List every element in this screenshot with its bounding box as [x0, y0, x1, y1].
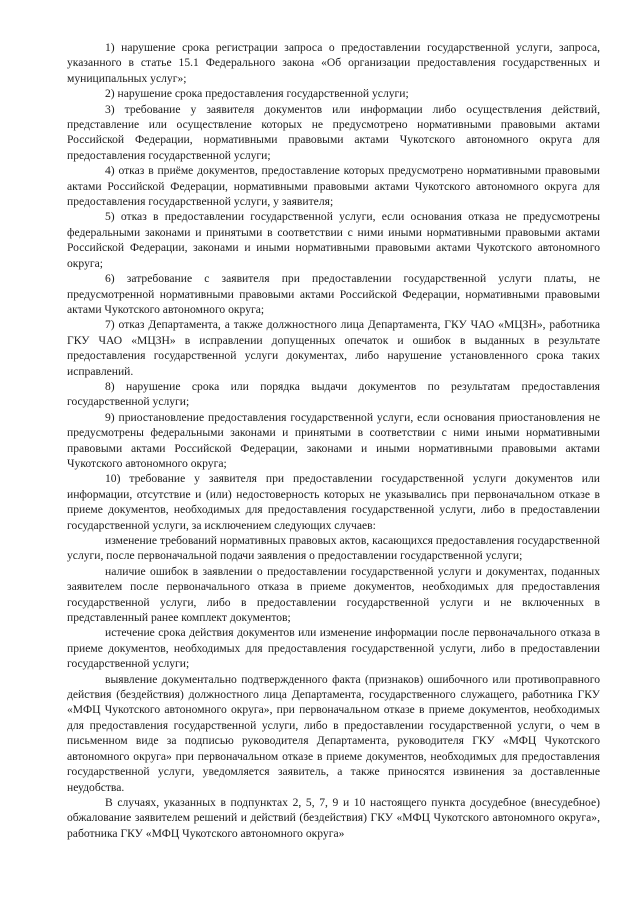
- paragraph-exception-expiry: истечение срока действия документов или изменение информации после первоначального отказа в приеме документов, необходимых для предоставления государственной услуги, либо в предоставлении государственной услуги;: [67, 626, 600, 671]
- paragraph-item-9: 9) приостановление предоставления государственной услуги, если основания приостановления не предусмотрены федеральными законами и принятыми в соответствии с ними иными нормативными правовыми актами Российской Федерации, законами и иными нормативными правовыми актами Чукотского автономного округа;: [67, 410, 600, 470]
- paragraph-item-4: 4) отказ в приёме документов, предоставление которых предусмотрено нормативными правовыми актами Российской Федерации, нормативными правовыми актами Чукотского автономного округа для предоставления государственной услуги, у заявителя;: [67, 164, 600, 209]
- paragraph-item-6: 6) затребование с заявителя при предоставлении государственной услуги платы, не предусмотренной нормативными правовыми актами Российской Федерации, нормативными правовыми актами Чукотского автономного округа;: [67, 272, 600, 316]
- paragraph-exception-misconduct: выявление документально подтвержденного факта (признаков) ошибочного или противоправного действия (бездействия) должностного лица Департамента, государственного служащего, работника ГКУ «МФЦ Чукотского автономного округа», при первоначальном отказе в приеме документов, необходимых для предоставления государственной услуги, либо в предоставлении государственной услуги, о чем в письменном виде за подписью руководителя Департамента, руководителя ГКУ «МФЦ Чукотского автономного округа» при первоначальном отказе в приеме документов, необходимых для предоставления государственной услуги, уведомляется заявитель, а также приносятся извинения за доставленные неудобства.: [67, 672, 600, 794]
- paragraph-item-5: 5) отказ в предоставлении государственной услуги, если основания отказа не предусмотрены федеральными законами и принятыми в соответствии с ними иными нормативными правовыми актами Российской Федерации, законами и иными нормативными правовыми актами Чукотского автономного округа;: [67, 210, 600, 270]
- paragraph-item-10: 10) требование у заявителя при предоставлении государственной услуги документов или информации, отсутствие и (или) недостоверность которых не указывались при первоначальном отказе в приеме документов, необходимых для предоставления государственной услуги, либо в предоставлении государственной услуги, за исключением следующих случаев:: [67, 472, 600, 532]
- paragraph-item-3: 3) требование у заявителя документов или информации либо осуществления действий, представление или осуществление которых не предусмотрено нормативными правовыми актами Российской Федерации, нормативными правовыми актами Чукотского автономного округа для предоставления государственной услуги;: [67, 102, 600, 162]
- paragraph-item-7: 7) отказ Департамента, а также должностного лица Департамента, ГКУ ЧАО «МЦЗН», работника ГКУ ЧАО «МЦЗН» в исправлении допущенных опечаток и ошибок в выданных в результате предоставления государственной услуги документах, либо нарушение установленного срока таких исправлений.: [67, 318, 600, 378]
- paragraph-appeal-cases: В случаях, указанных в подпунктах 2, 5, 7, 9 и 10 настоящего пункта досудебное (внесудебное) обжалование заявителем решений и действий (бездействия) ГКУ «МФЦ Чукотского автономного округа», работника ГКУ «МФЦ Чукотского автономного округа»: [67, 795, 600, 840]
- paragraph-item-2: 2) нарушение срока предоставления государственной услуги;: [105, 87, 409, 101]
- paragraph-item-8: 8) нарушение срока или порядка выдачи документов по результатам предоставления государственной услуги;: [67, 379, 600, 409]
- paragraph-item-1: 1) нарушение срока регистрации запроса о предоставлении государственной услуги, запроса, указанного в статье 15.1 Федерального закона «Об организации предоставления государственных и муниципальных услуг»;: [67, 41, 600, 85]
- paragraph-exception-errors: наличие ошибок в заявлении о предоставлении государственной услуги и документах, поданных заявителем после первоначального отказа в приеме документов, необходимых для предоставления государственной услуги, либо в предоставлении государственной услуги и не включенных в представленный ранее комплект документов;: [67, 564, 600, 625]
- paragraph-exception-requirements: изменение требований нормативных правовых актов, касающихся предоставления государственной услуги, после первоначальной подачи заявления о предоставлении государственной услуги;: [67, 534, 600, 563]
